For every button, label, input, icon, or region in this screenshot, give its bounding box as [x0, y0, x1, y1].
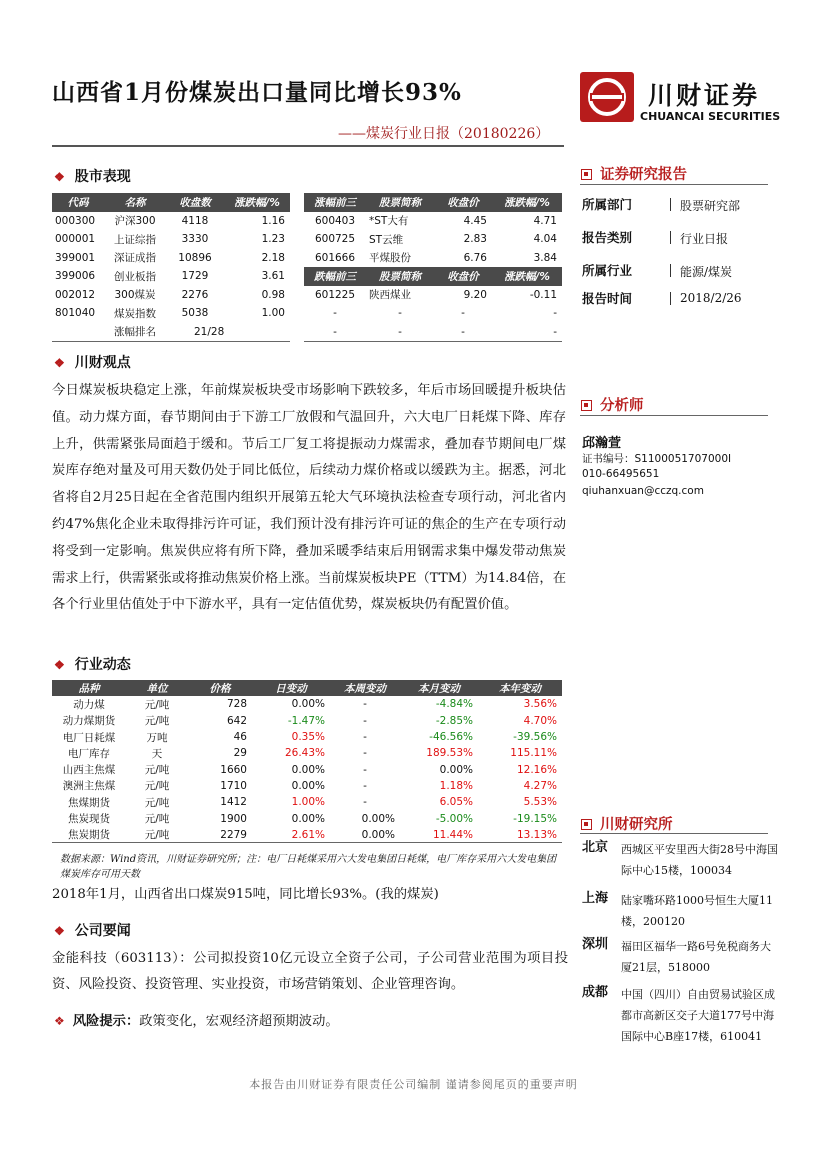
- office-address: 福田区福华一路6号免税商务大厦21层，518000: [621, 940, 771, 974]
- section-view-heading: ❖ 川财观点: [54, 355, 131, 371]
- report-date-label: 报告时间: [582, 291, 633, 306]
- section-market-heading: ❖ 股市表现: [54, 169, 131, 185]
- divider: [580, 184, 768, 185]
- table-row: 焦炭现货 元/吨 1900 0.00% 0.00% -5.00% -19.15%: [68, 812, 557, 826]
- table-row: 002012 300煤炭 2276 0.98: [55, 288, 285, 302]
- report-industry-label: 所属行业: [582, 263, 633, 278]
- office-city: 成都: [582, 985, 609, 1000]
- report-dept-value: 股票研究部: [680, 199, 741, 213]
- diamond-bullet-icon: ❖: [54, 658, 65, 672]
- report-type-value: 行业日报: [680, 232, 729, 246]
- diamond-bullet-icon: ❖: [54, 170, 65, 184]
- diamond-bullet-icon: ❖: [54, 1014, 65, 1028]
- report-title: 山西省1月份煤炭出口量同比增长93%: [52, 79, 462, 106]
- square-bullet-icon: [581, 400, 592, 411]
- office-address: 中国（四川）自由贸易试验区成都市高新区交子大道177号中海国际中心B座17楼，610041: [621, 988, 775, 1043]
- analyst-cert: 证书编号：S1100051707000I: [582, 453, 732, 465]
- office-city: 北京: [582, 840, 609, 855]
- table-row: 600403 *ST大有 4.45 4.71: [314, 214, 557, 228]
- report-type-label: 报告类别: [582, 230, 633, 245]
- company-logo-english: CHUANCAI SECURITIES: [640, 110, 781, 123]
- company-news: 金能科技（603113）：公司拟投资10亿元设立全资子公司，子公司营业范围为项目投资、风险投资、投资管理、实业投资，市场营销策划、企业管理咨询。: [52, 951, 568, 992]
- divider: [670, 264, 671, 277]
- table-row: 000300 沪深300 4118 1.16: [55, 214, 285, 228]
- table-row: 澳洲主焦煤 元/吨 1710 0.00% - 1.18% 4.27%: [62, 779, 557, 793]
- company-logo-text: 川财证券: [648, 81, 761, 110]
- diamond-bullet-icon: ❖: [54, 924, 65, 938]
- industry-price-table: 品种 单位 价格 日变动 本周变动 本月变动 本年变动 动力煤 元/吨 728 0.00% - -4.84% 3.56% 动力煤期货 元/吨 642 -1.47% - -2.85% 4.70% 电厂日耗煤 万吨 46 0.35% - -46.56% -39.56% 电厂库存 天 29 26.43% - 189.53% 115.11% 山西主焦煤 元/吨 1660 0.00% - 0.00% 12.16% 澳洲主焦煤 元/吨 1710 0.00% - 1.18% 4.27% 焦煤期货 元/吨 1412 1.00% - 6.05% 5.53% 焦炭现货 元/吨 1900 0.00% 0.00% -5.00% -19.15% 焦炭期货 元/吨 2279 2.61% 0.00% 11.44% 13.13%: [52, 680, 562, 843]
- table-row: 电厂日耗煤 万吨 46 0.35% - -46.56% -39.56%: [62, 731, 557, 744]
- table-row: 399001 深证成指 10896 2.18: [55, 251, 285, 265]
- company-logo-icon: [580, 72, 634, 122]
- section-industry-heading: ❖ 行业动态: [54, 657, 131, 673]
- office-city: 深圳: [582, 937, 609, 952]
- office-address: 陆家嘴环路1000号恒生大厦11楼，200120: [621, 894, 773, 928]
- office-city: 上海: [582, 891, 609, 906]
- market-index-table: 代码 名称 收盘数 涨跌幅/% 000300 沪深300 4118 1.16 000001 上证综指 3330 1.23 399001 深证成指 10896 2.18 399006 创业板指 1729 3.61 002012 300煤炭 2276 0.98 801040 煤炭指数 5038 1.00 涨幅排名 21/28: [52, 193, 290, 342]
- table-row: 动力煤期货 元/吨 642 -1.47% - -2.85% 4.70%: [62, 714, 557, 728]
- risk-note: ❖ 风险提示：政策变化，宏观经济超预期波动。: [54, 1014, 339, 1029]
- report-industry-value: 能源/煤炭: [680, 265, 733, 279]
- divider: [580, 415, 768, 416]
- table-row: - - - -: [333, 307, 557, 320]
- table-row: 000001 上证综指 3330 1.23: [55, 233, 285, 246]
- analyst-name: 邱瀚萱: [582, 436, 622, 451]
- table-row: 601225 陕西煤业 9.20 -0.11: [314, 288, 557, 302]
- table-row: 焦煤期货 元/吨 1412 1.00% - 6.05% 5.53%: [68, 796, 557, 809]
- market-top-movers-table: 涨幅前三 股票简称 收盘价 涨跌幅/% 600403 *ST大有 4.45 4.71 600725 ST云维 2.83 4.04 601666 平煤股份 6.76 3.84 跌幅前三 股票简称 收盘价 涨跌幅/% 601225 陕西煤业 9.20 -0.11 - - - - - - - -: [304, 193, 562, 342]
- footer-disclaimer: 本报告由川财证券有限责任公司编制 谨请参阅尾页的重要声明: [249, 1078, 578, 1091]
- square-bullet-icon: [581, 819, 592, 830]
- header-divider: [52, 145, 564, 147]
- table-row: 399006 创业板指 1729 3.61: [55, 270, 285, 283]
- data-source-note: 数据来源：Wind资讯，川财证券研究所；注：电厂日耗煤采用六大发电集团日耗煤，电厂库存采用六大发电集团煤炭库存可用天数: [60, 854, 557, 880]
- table-row: 电厂库存 天 29 26.43% - 189.53% 115.11%: [68, 747, 557, 760]
- report-dept-label: 所属部门: [582, 197, 633, 212]
- square-bullet-icon: [581, 169, 592, 180]
- table-row: 600725 ST云维 2.83 4.04: [314, 233, 557, 246]
- view-paragraph: 今日煤炭板块稳定上涨，年前煤炭板块受市场影响下跌较多，年后市场回暖提升板块估值。动力煤方面，春节期间由于下游工厂放假和气温回升，六大电厂日耗煤下降、库存上升，供需紧张局面趋于缓和。节后工厂复工将提振动力煤需求，叠加春节期间电厂煤炭库存绝对量及可用天数仍处于同比低位，后续动力煤价格或以缓跌为主。据悉，河北省将自2月25日起在全省范围内组织开展第五轮大气环境执法检查专项行动，河北省内约47%焦化企业未取得排污许可证，我们预计没有排污许可证的焦企的生产在专项行动将受到一定影响。焦炭供应将有所下降，叠加采暖季结束后用钢需求集中爆发带动焦炭需求上行，供需紧张或将推动焦炭价格上涨。当前煤炭板块PE（TTM）为14.84倍，在各个行业里估值处于中下游水平，具有一定估值优势，煤炭板块仍有配置价值。: [52, 383, 566, 613]
- section-report-heading: 证券研究报告: [581, 163, 687, 184]
- analyst-email[interactable]: qiuhanxuan@cczq.com: [582, 485, 704, 497]
- divider: [670, 198, 671, 211]
- section-analyst-heading: 分析师: [581, 394, 644, 415]
- office-address: 西城区平安里西大街28号中海国际中心15楼，100034: [621, 843, 778, 877]
- diamond-bullet-icon: ❖: [54, 356, 65, 370]
- table-row: 焦炭期货 元/吨 2279 2.61% 0.00% 11.44% 13.13%: [52, 827, 562, 843]
- section-research-heading: 川财研究所: [581, 813, 673, 834]
- divider: [580, 833, 768, 834]
- report-subtitle: ——煤炭行业日报（20180226）: [338, 126, 550, 142]
- table-row: 801040 煤炭指数 5038 1.00: [55, 307, 285, 320]
- divider: [670, 292, 671, 305]
- analyst-phone: 010-66495651: [582, 468, 660, 480]
- report-date-value: 2018/2/26: [680, 291, 742, 305]
- industry-news: 2018年1月，山西省出口煤炭915吨，同比增长93%。(我的煤炭): [52, 887, 439, 902]
- section-company-heading: ❖ 公司要闻: [54, 923, 131, 939]
- table-row: 山西主焦煤 元/吨 1660 0.00% - 0.00% 12.16%: [62, 763, 557, 777]
- table-row: - - - -: [304, 323, 562, 342]
- table-row: 601666 平煤股份 6.76 3.84: [314, 251, 557, 265]
- table-row: 涨幅排名 21/28: [52, 323, 290, 342]
- table-row: 动力煤 元/吨 728 0.00% - -4.84% 3.56%: [73, 698, 557, 711]
- divider: [670, 231, 671, 244]
